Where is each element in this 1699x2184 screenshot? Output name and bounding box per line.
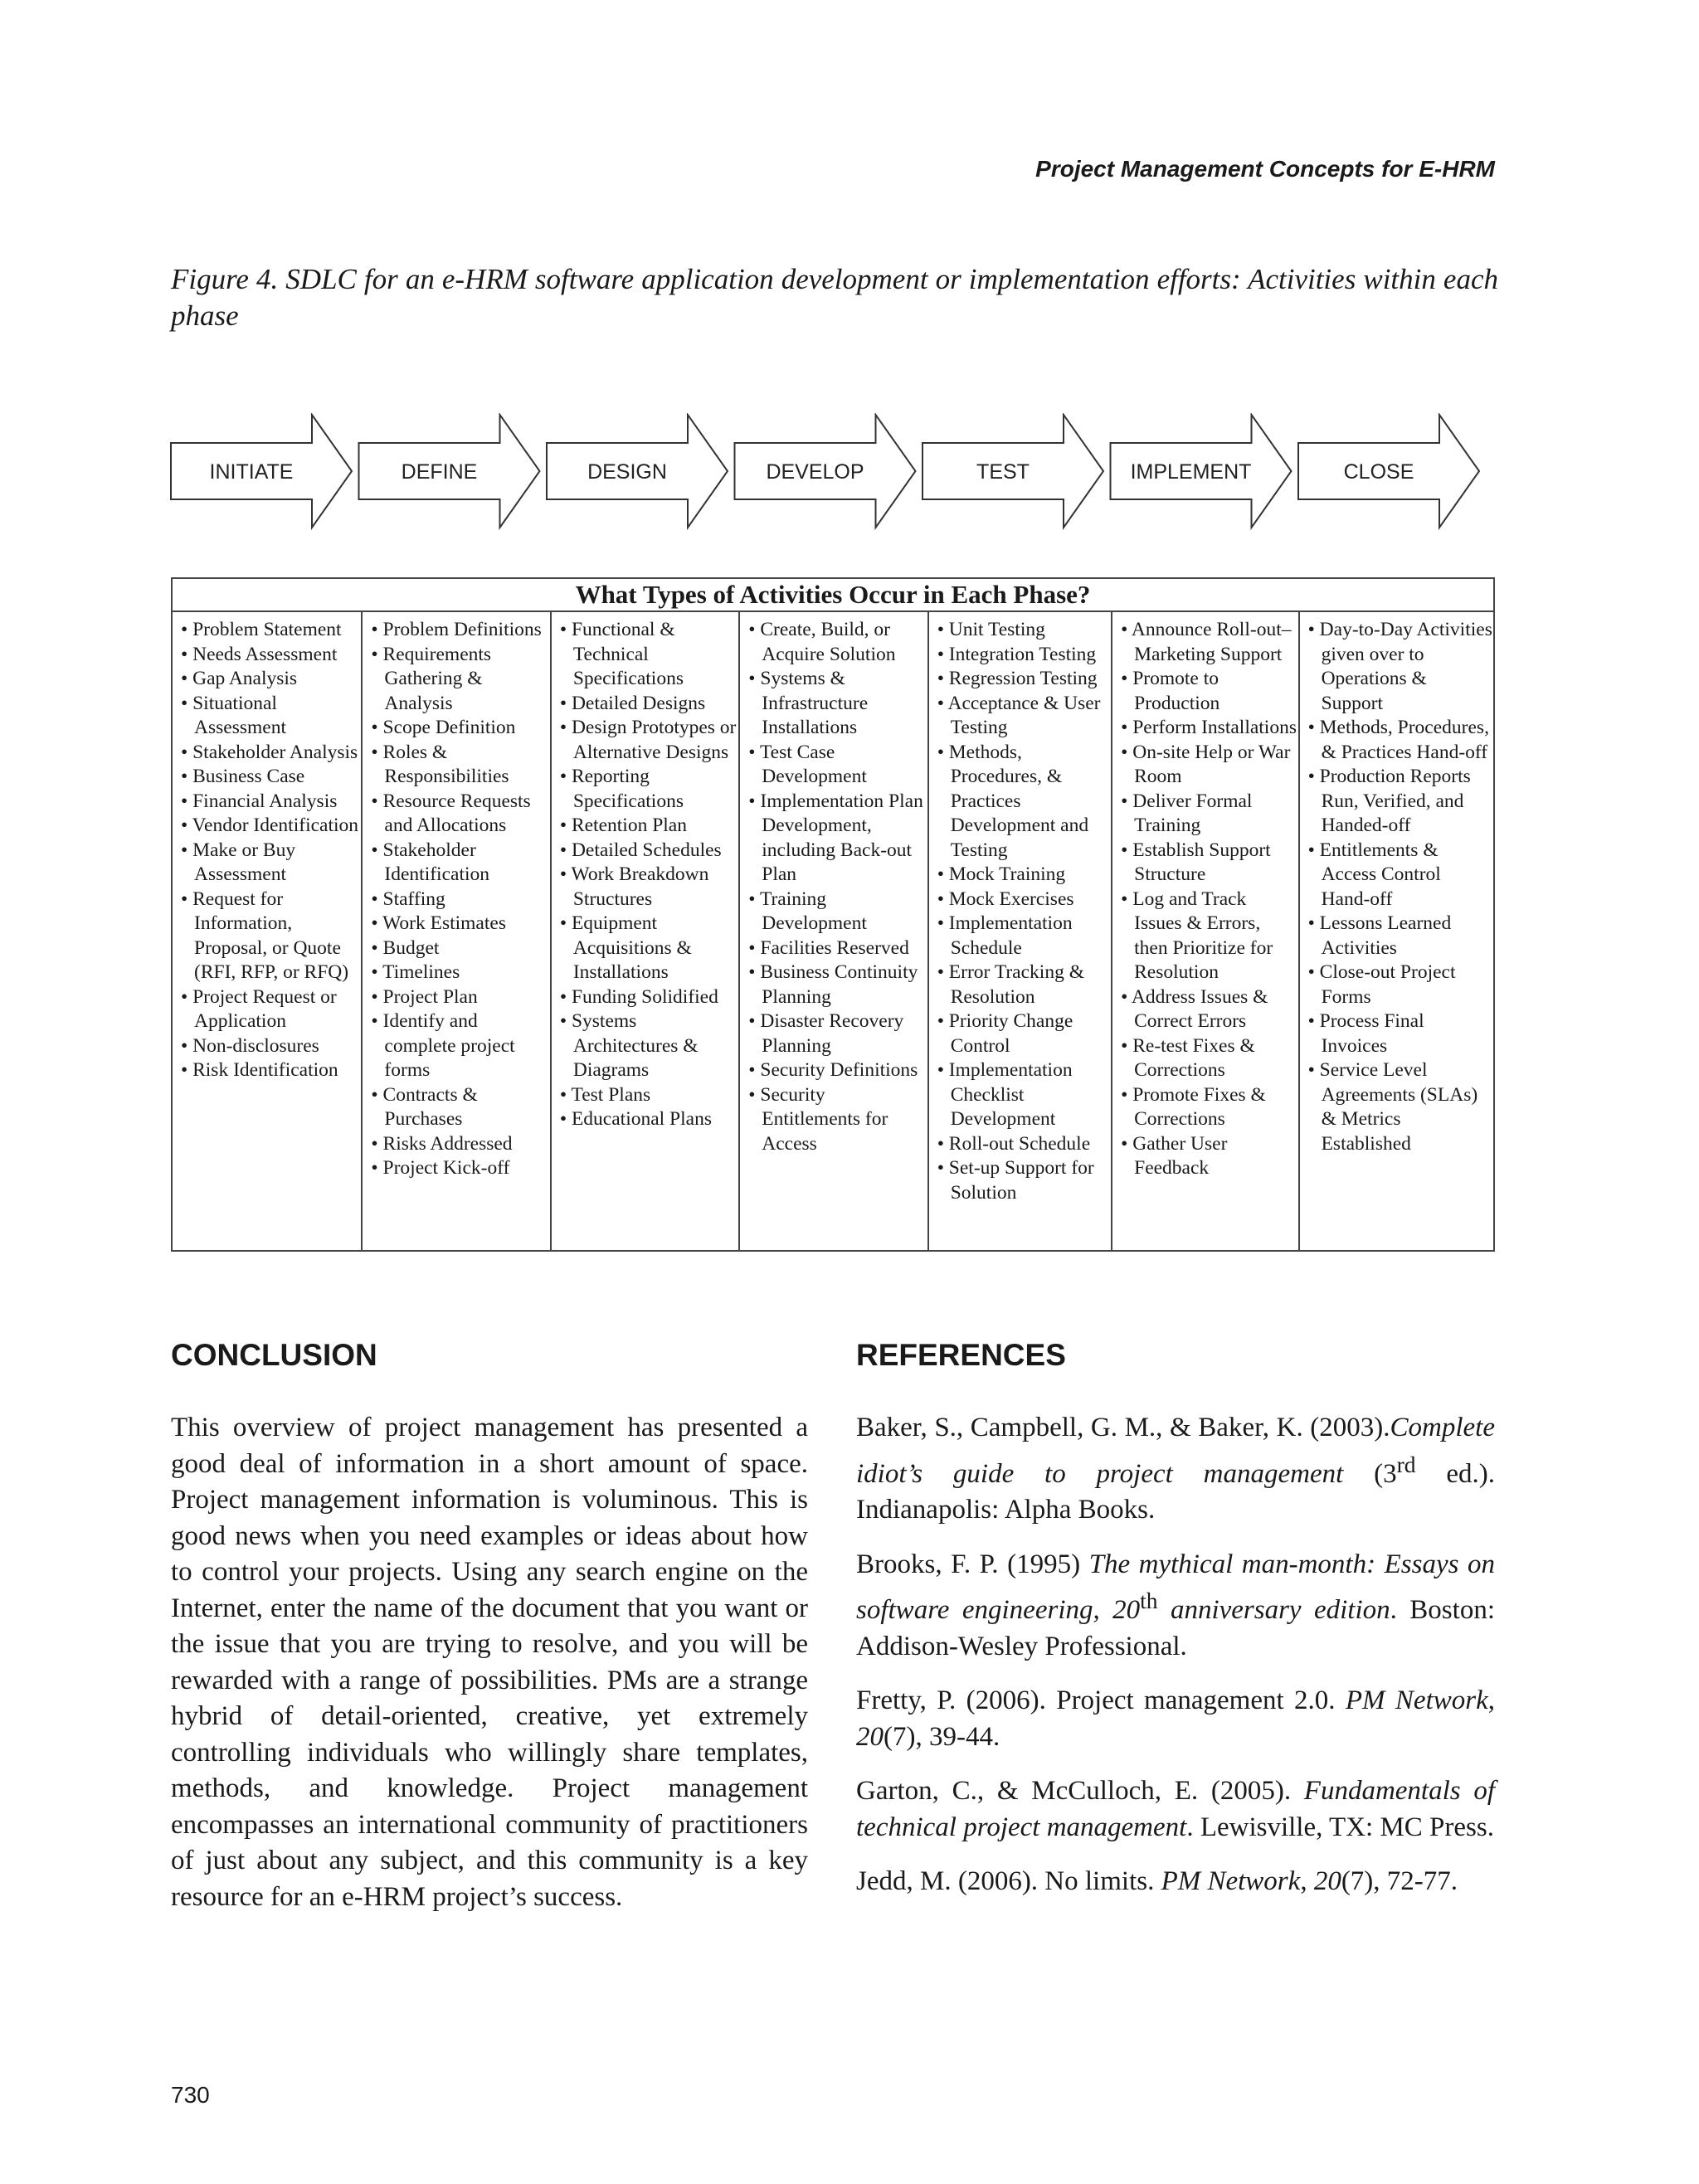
activity-item: • Requirements Gathering & Analysis <box>371 643 492 714</box>
activity-item: • Staffing <box>371 888 445 910</box>
activity-item: • Detailed Designs <box>559 692 706 714</box>
activity-item: • Situational Assessment <box>181 692 286 738</box>
activity-item: • Acceptance & User Testing <box>937 692 1101 738</box>
activity-item: • Detailed Schedules <box>559 839 722 861</box>
activity-item: • Integration Testing <box>937 643 1097 665</box>
activity-item: • Promote Fixes & Corrections <box>1121 1083 1266 1130</box>
activity-item: • Functional & Technical Specifications <box>559 619 684 689</box>
reference-item: Garton, C., & McCulloch, E. (2005). Fundamentals of technical project management. Lewisville, TX: MC Press. <box>856 1776 1496 1842</box>
activity-item: • Project Request or Application <box>181 985 337 1032</box>
activity-item: • Perform Installations <box>1121 717 1297 738</box>
activity-item: • Training Development <box>748 888 867 934</box>
activity-item: • Systems & Infrastructure Installations <box>748 668 869 738</box>
activity-column-close <box>1300 612 1493 1252</box>
activity-item: • Entitlements & Access Control Hand-off <box>1307 839 1441 910</box>
activity-item: • Budget <box>371 936 440 959</box>
activity-item: • Process Final Invoices <box>1307 1010 1424 1057</box>
reference-item: Jedd, M. (2006). No limits. PM Network, 20(7), 72-77. <box>856 1866 1458 1896</box>
activity-item: • Financial Analysis <box>181 790 338 812</box>
activity-column-initiate <box>173 612 363 1252</box>
activity-item: • Stakeholder Analysis <box>181 741 358 763</box>
conclusion-heading: CONCLUSION <box>171 1338 377 1372</box>
activity-item: • Mock Exercises <box>937 888 1074 910</box>
activity-item: • Implementation Schedule <box>937 912 1073 959</box>
activity-item: • Equipment Acquisitions & Installations <box>559 912 692 983</box>
activity-item: • Implementation Checklist Development <box>937 1059 1073 1130</box>
activity-item: • Work Estimates <box>371 912 506 934</box>
activity-column-implement <box>1112 612 1299 1252</box>
activity-item: • Implementation Plan Development, including Back-out Plan <box>748 790 923 885</box>
activity-item: • Error Tracking & Resolution <box>937 961 1084 1008</box>
activity-item: • Scope Definition <box>371 717 516 738</box>
references-heading: REFERENCES <box>856 1338 1066 1372</box>
activity-item: • Design Prototypes or Alternative Designs <box>559 717 737 763</box>
reference-item: Fretty, P. (2006). Project management 2.0. PM Network, 20(7), 39-44. <box>856 1685 1495 1752</box>
activity-column-develop <box>740 612 928 1252</box>
phase-label-define: DEFINE <box>401 460 478 484</box>
activity-item: • Request for Information, Proposal, or Quote (RFI, RFP, or RFQ) <box>181 888 349 983</box>
activity-item: • Roll-out Schedule <box>937 1132 1091 1155</box>
activity-item: • Problem Statement <box>181 619 342 640</box>
activity-item: • Roles & Responsibilities <box>371 741 509 787</box>
activity-item: • Gather User Feedback <box>1121 1132 1228 1179</box>
page-number: 730 <box>171 2082 210 2108</box>
activity-item: • Service Level Agreements (SLAs) & Metrics Established <box>1307 1059 1478 1155</box>
activity-item: • Re-test Fixes & Corrections <box>1121 1034 1255 1081</box>
activity-item: • Production Reports Run, Verified, and Handed-off <box>1307 766 1471 836</box>
activity-columns <box>173 612 1493 1252</box>
running-head: Project Management Concepts for E-HRM <box>1035 156 1495 182</box>
activity-item: • Address Issues & Correct Errors <box>1121 985 1268 1032</box>
activity-item: • Stakeholder Identification <box>371 839 490 885</box>
activity-item: • Priority Change Control <box>937 1010 1073 1057</box>
activity-item: • Vendor Identification <box>181 815 359 836</box>
activity-item: • Problem Definitions <box>371 619 542 640</box>
activity-item: • Disaster Recovery Planning <box>748 1010 904 1057</box>
activity-item: • Work Breakdown Structures <box>559 863 709 910</box>
activity-column-design <box>552 612 740 1252</box>
activity-item: • Promote to Production <box>1121 668 1220 714</box>
phase-arrow-diagram <box>169 413 1497 531</box>
phase-label-design: DESIGN <box>587 460 667 484</box>
activity-item: • Regression Testing <box>937 668 1098 689</box>
activity-item: • Project Plan <box>371 985 478 1008</box>
activity-item: • Risk Identification <box>181 1059 338 1081</box>
activity-item: • Deliver Formal Training <box>1121 790 1253 836</box>
activity-column-define <box>363 612 551 1252</box>
activity-item: • Retention Plan <box>559 815 687 836</box>
activity-item: • Risks Addressed <box>371 1132 513 1155</box>
activity-item: • Security Definitions <box>748 1059 918 1081</box>
activity-item: • Test Case Development <box>748 741 867 787</box>
activity-item: • Announce Roll-out–Marketing Support <box>1121 619 1292 665</box>
activity-item: • Establish Support Structure <box>1121 839 1271 885</box>
activity-item: • Resource Requests and Allocations <box>371 790 531 836</box>
activity-item: • Create, Build, or Acquire Solution <box>748 619 896 665</box>
activity-item: • Security Entitlements for Access <box>748 1083 888 1155</box>
activity-item: • Needs Assessment <box>181 643 338 665</box>
activity-item: • Facilities Reserved <box>748 936 909 959</box>
activity-item: • Log and Track Issues & Errors, then Prioritize for Resolution <box>1121 888 1273 983</box>
activity-item: • Methods, Procedures, & Practices Development and Testing <box>937 741 1089 861</box>
phase-label-test: TEST <box>976 460 1030 484</box>
figure-caption: Figure 4. SDLC for an e-HRM software application development or implementation efforts: Activities within each phase <box>171 263 1498 332</box>
reference-item: Baker, S., Campbell, G. M., & Baker, K. (2003).Complete idiot’s guide to project management (3rd ed.). Indianapolis: Alpha Books. <box>856 1413 1495 1525</box>
phase-label-develop: DEVELOP <box>766 460 864 484</box>
conclusion-text: This overview of project management has presented a good deal of information in a short amount of space. Project management information is voluminous. This is good news when you need examples or ideas about how to control your projects. Using any search engine on the Internet, enter the name of the document that you want or the issue that you are trying to resolve, and you will be rewarded with a range of possibilities. PMs are a strange hybrid of detail-oriented, creative, yet extremely controlling individuals who willingly share templates, methods, and knowledge. Project management encompasses an international community of practitioners of just about any subject, and this community is a key resource for an e-HRM project’s success. <box>171 1413 808 1912</box>
activity-table <box>171 577 1495 1252</box>
activity-item: • On-site Help or War Room <box>1121 741 1291 787</box>
activity-item: • Funding Solidified <box>559 985 718 1008</box>
activity-item: • Methods, Procedures, & Practices Hand-off <box>1307 717 1489 763</box>
references-list <box>856 1410 1495 1919</box>
activity-item: • Business Continuity Planning <box>748 961 918 1008</box>
activity-item: • Reporting Specifications <box>559 766 684 812</box>
activity-item: • Systems Architectures & Diagrams <box>559 1010 699 1081</box>
activity-column-test <box>929 612 1112 1252</box>
activity-item: • Project Kick-off <box>371 1157 510 1179</box>
phase-label-close: CLOSE <box>1343 460 1414 484</box>
activity-item: • Set-up Support for Solution <box>937 1157 1094 1204</box>
table-title: What Types of Activities Occur in Each Phase? <box>173 579 1493 612</box>
activity-item: • Contracts & Purchases <box>371 1083 478 1130</box>
activity-item: • Mock Training <box>937 863 1066 885</box>
activity-item: • Lessons Learned Activities <box>1307 912 1452 959</box>
activity-item: • Test Plans <box>559 1083 651 1106</box>
activity-item: • Day-to-Day Activities given over to Operations & Support <box>1307 619 1492 714</box>
activity-item: • Make or Buy Assessment <box>181 839 296 885</box>
activity-item: • Timelines <box>371 961 460 983</box>
phase-label-initiate: INITIATE <box>209 460 294 484</box>
activity-item: • Business Case <box>181 766 305 787</box>
activity-item: • Gap Analysis <box>181 668 298 689</box>
phase-label-implement: IMPLEMENT <box>1130 460 1252 484</box>
activity-item: • Unit Testing <box>937 619 1045 640</box>
activity-item: • Close-out Project Forms <box>1307 961 1456 1008</box>
activity-item: • Educational Plans <box>559 1108 712 1130</box>
activity-item: • Identify and complete project forms <box>371 1010 515 1081</box>
activity-item: • Non-disclosures <box>181 1034 319 1057</box>
reference-item: Brooks, F. P. (1995) The mythical man-month: Essays on software engineering, 20th anniversary edition. Boston: Addison-Wesley Professional. <box>856 1549 1495 1661</box>
